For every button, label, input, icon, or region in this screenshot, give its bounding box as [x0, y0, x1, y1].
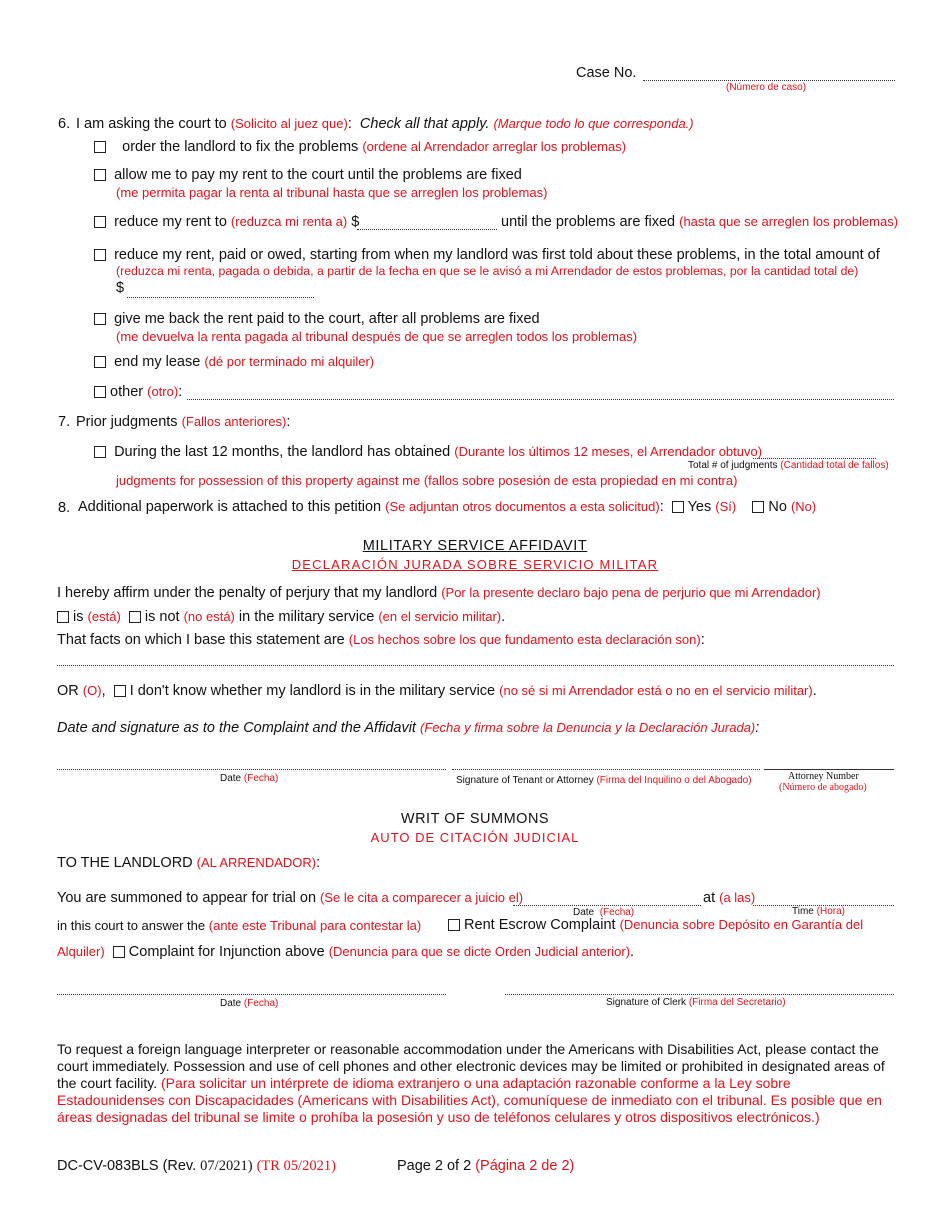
to-landlord: TO THE LANDLORD (AL ARRENDADOR): — [57, 855, 321, 871]
item7-number: 7. — [58, 414, 71, 430]
item6-lead: I am asking the court to (Solicito al juez que): Check all that apply. (Marque todo lo que corresponda.) — [76, 116, 694, 132]
page-number-footer: Page 2 of 2 (Página 2 de 2) — [397, 1158, 575, 1174]
writ-title-es: AUTO DE CITACIÓN JUDICIAL — [370, 830, 580, 845]
writ-date-label: Date (Fecha) — [220, 998, 279, 1009]
summoned-text: You are summoned to appear for trial on (Se le cita a comparecer a juicio el) — [57, 890, 524, 906]
judgments-count-field[interactable] — [753, 458, 876, 459]
total-amount-dollar: $ — [116, 280, 125, 296]
is-in-service-checkbox[interactable] — [57, 611, 69, 623]
attorney-number-field[interactable] — [764, 769, 894, 770]
affidavit-date-field[interactable] — [57, 769, 446, 770]
attorney-number-label-es: (Número de abogado) — [779, 782, 867, 793]
attorney-number-label: Attorney Number — [788, 771, 859, 782]
option-pay-rent-to-court: allow me to pay my rent to the court until the problems are fixed — [94, 167, 522, 183]
accommodation-notice — [57, 1041, 892, 1126]
clerk-signature-label: Signature of Clerk (Firma del Secretario) — [606, 997, 786, 1008]
paperwork-yes-checkbox[interactable] — [672, 501, 684, 513]
reduce-rent-total-checkbox[interactable] — [94, 249, 106, 261]
option-reduce-rent-total: reduce my rent, paid or owed, starting from when my landlord was first told about these problems, in the total amount of — [94, 247, 880, 263]
end-lease-checkbox[interactable] — [94, 356, 106, 368]
date-signature-heading: Date and signature as to the Complaint and the Affidavit (Fecha y firma sobre la Denuncia y la Declaración Jurada): — [57, 720, 760, 736]
option-return-rent: give me back the rent paid to the court, after all problems are fixed — [94, 311, 540, 327]
case-number-sub: (Número de caso) — [726, 82, 807, 93]
total-amount-field[interactable] — [127, 297, 314, 298]
dont-know-row: OR (O), I don't know whether my landlord is in the military service (no sé si mi Arrendador está o no en el servicio militar). — [57, 683, 817, 699]
notice-es: (Para solicitar un intérprete de idioma extranjero o una adaptación razonable conforme a la Ley sobre Estadounidenses con Discapacidades (Americans with Disabilities Act), comuníquese de inmediato con el tribunal. Es posible que en áreas designadas del tribunal se limite o prohíba la posesión y uso de teléfonos celulares y otros dispositivos electrónicos.) — [57, 1075, 882, 1125]
affidavit-signature-label: Signature of Tenant or Attorney (Firma del Inquilino o del Abogado) — [456, 775, 752, 786]
prior-judgments-checkbox[interactable] — [94, 446, 106, 458]
fix-problems-checkbox[interactable] — [94, 141, 106, 153]
writ-title: WRIT OF SUMMONS — [400, 811, 550, 827]
trial-at-text: at (a las) — [703, 890, 756, 906]
clerk-signature-field[interactable] — [505, 994, 894, 995]
other-checkbox[interactable] — [94, 386, 106, 398]
dont-know-checkbox[interactable] — [114, 685, 126, 697]
return-rent-checkbox[interactable] — [94, 313, 106, 325]
answer-text: in this court to answer the (ante este Tribunal para contestar la) — [57, 918, 422, 933]
trial-date-field[interactable] — [513, 905, 701, 906]
item7-lead: Prior judgments (Fallos anteriores): — [76, 414, 291, 430]
option-return-rent-es: (me devuelva la renta pagada al tribunal después de que se arreglen todos los problemas) — [116, 329, 638, 344]
option-fix-problems: order the landlord to fix the problems (ordene al Arrendador arreglar los problemas) — [94, 139, 626, 155]
other-field[interactable] — [187, 399, 894, 400]
option-reduce-rent-tail: until the problems are fixed (hasta que se arreglen los problemas) — [501, 214, 899, 230]
item8-text: Additional paperwork is attached to this petition (Se adjuntan otros documentos a esta solicitud): Yes (Sí) No (No) — [78, 499, 817, 515]
item8-number: 8. — [58, 500, 71, 516]
rent-escrow-option: Rent Escrow Complaint (Denuncia sobre Depósito en Garantía del — [448, 917, 863, 933]
trial-time-label: Time (Hora) — [792, 906, 845, 917]
judgments-count-label: Total # of judgments (Cantidad total de fallos) — [688, 460, 889, 471]
paperwork-no-checkbox[interactable] — [752, 501, 764, 513]
form-id-footer: DC-CV-083BLS (Rev. 07/2021) (TR 05/2021) — [57, 1158, 336, 1174]
case-number-field[interactable] — [643, 80, 895, 81]
injunction-checkbox[interactable] — [113, 946, 125, 958]
option-reduce-rent-total-es: (reduzca mi renta, pagada o debida, a partir de la fecha en que se le avisó a mi Arrendador de estos problemas, por la cantidad total de) — [116, 264, 859, 278]
reduce-rent-checkbox[interactable] — [94, 216, 106, 228]
is-not-in-service-checkbox[interactable] — [129, 611, 141, 623]
option-reduce-rent: reduce my rent to (reduzca mi renta a) $ — [94, 214, 359, 230]
affidavit-title: MILITARY SERVICE AFFIDAVIT — [362, 538, 588, 554]
facts-field[interactable] — [57, 665, 894, 666]
item6-number: 6. — [58, 116, 71, 132]
option-other: other (otro): — [94, 384, 182, 400]
trial-date-label: Date (Fecha) — [573, 907, 635, 918]
affirm-text: I hereby affirm under the penalty of perjury that my landlord (Por la presente declaro bajo pena de perjurio que mi Arrendador) — [57, 585, 821, 601]
facts-text: That facts on which I base this statement are (Los hechos sobre los que fundamento esta declaración son): — [57, 632, 705, 648]
affidavit-signature-field[interactable] — [452, 769, 760, 770]
injunction-option: Alquiler) Complaint for Injunction above (Denuncia para que se dicte Orden Judicial anterior). — [57, 944, 635, 960]
prior-judgments-text2: judgments for possession of this property against me (fallos sobre posesión de esta propiedad en mi contra) — [116, 473, 738, 488]
notice-en: To request a foreign language interpreter or reasonable accommodation under the Americans with Disabilities Act, please contact the court immediately. Possession and use of cell phones and other electronic devices may be limited or prohibited in designated areas of the court facility. — [57, 1041, 885, 1091]
case-number-label: Case No. — [576, 65, 637, 81]
option-end-lease: end my lease (dé por terminado mi alquiler) — [94, 354, 374, 370]
writ-date-field[interactable] — [57, 994, 446, 995]
affidavit-title-es: DECLARACIÓN JURADA SOBRE SERVICIO MILITAR — [291, 557, 659, 572]
option-pay-rent-es: (me permita pagar la renta al tribunal hasta que se arreglen los problemas) — [116, 185, 548, 200]
prior-judgments-option: During the last 12 months, the landlord has obtained (Durante los últimos 12 meses, el Arrendador obtuvo) — [94, 444, 762, 460]
is-in-service-row: is (está) is not (no está) in the military service (en el servicio militar). — [57, 609, 505, 625]
pay-rent-checkbox[interactable] — [94, 169, 106, 181]
rent-escrow-checkbox[interactable] — [448, 919, 460, 931]
affidavit-date-label: Date (Fecha) — [220, 773, 279, 784]
reduce-rent-amount-field[interactable] — [357, 229, 497, 230]
